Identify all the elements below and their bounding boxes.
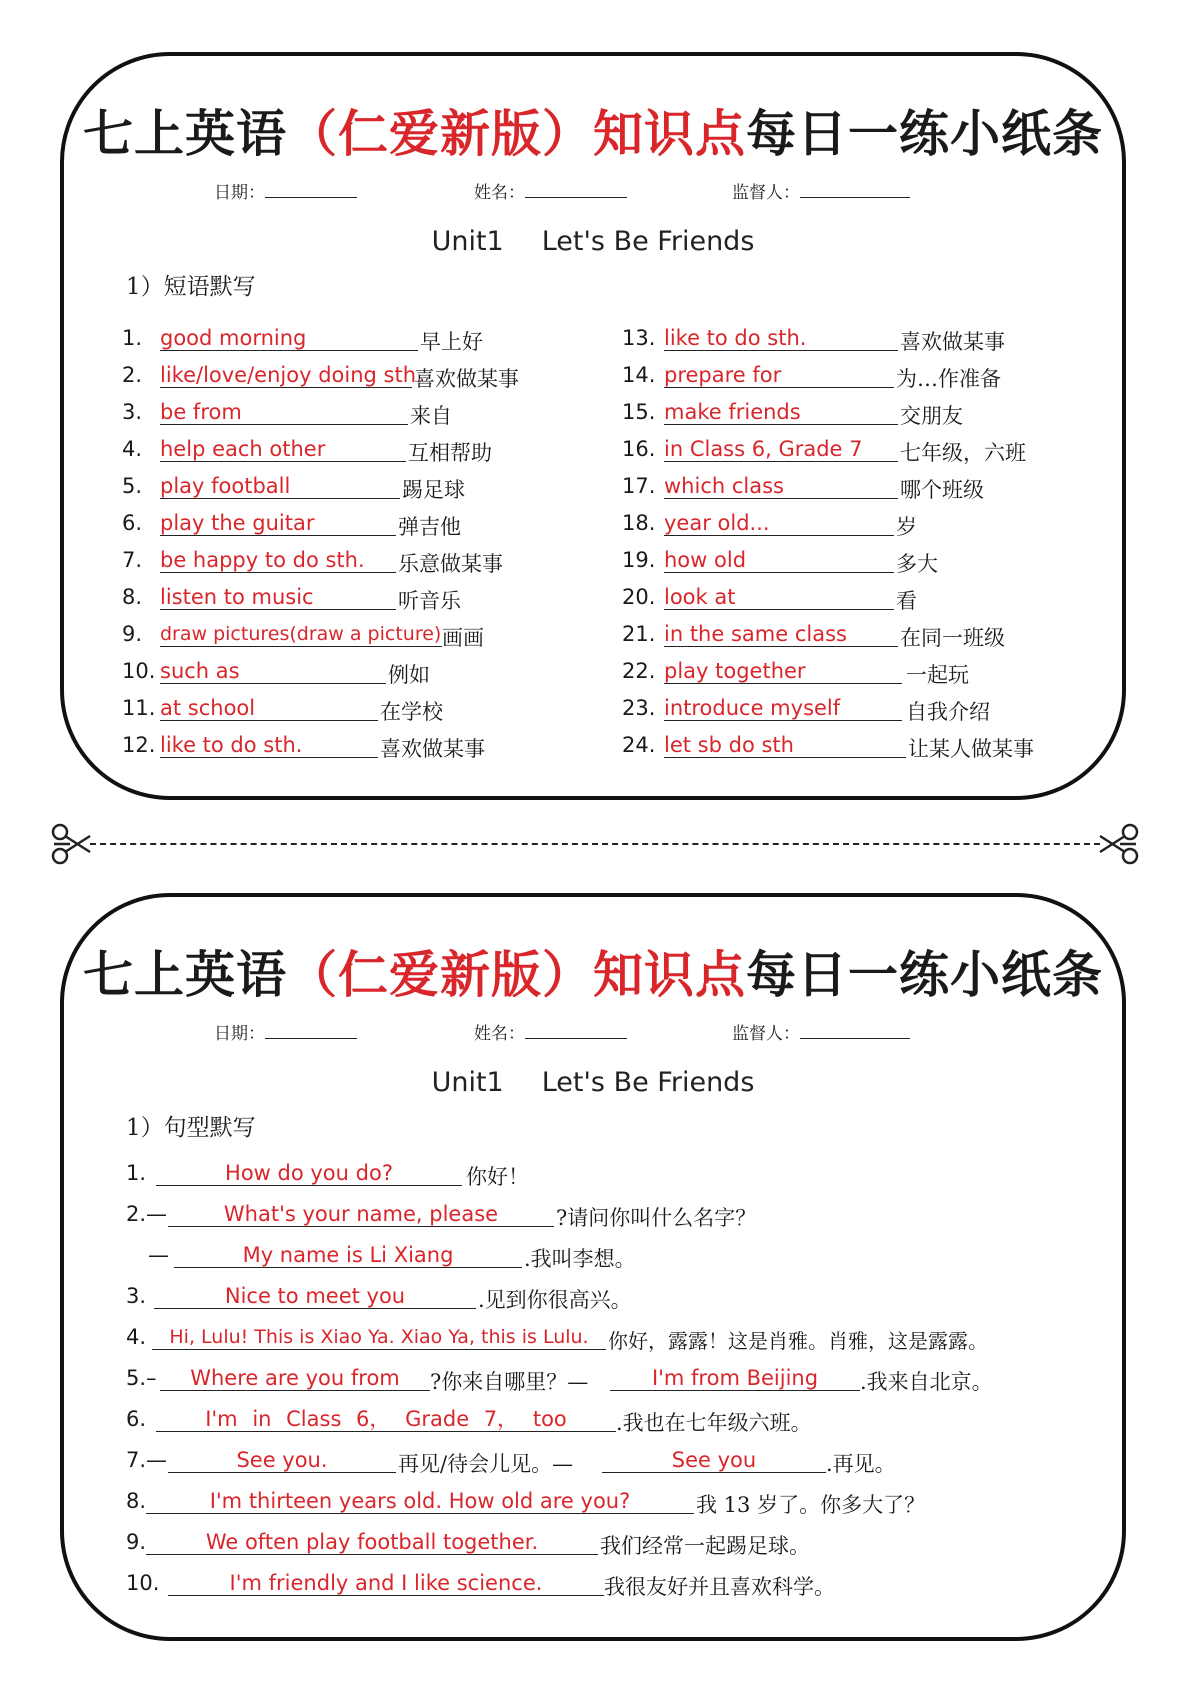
item-number: 7.— xyxy=(126,1448,168,1472)
chinese-meaning: .再见。 xyxy=(826,1452,896,1476)
answer-blank[interactable]: prepare for xyxy=(664,363,894,388)
name-blank[interactable] xyxy=(525,183,627,198)
section-heading: 1）句型默写 xyxy=(126,1115,256,1141)
item-number: 6. xyxy=(126,1407,147,1431)
item-number: 10. xyxy=(126,1571,160,1595)
answer-blank[interactable]: I'm friendly and I like science. xyxy=(168,1571,604,1596)
scissors-icon xyxy=(1096,822,1140,866)
item-number: 2.— xyxy=(126,1202,168,1226)
answer-blank[interactable]: at school xyxy=(160,696,378,721)
list-item xyxy=(126,1278,1126,1319)
sentence-list xyxy=(126,1155,1126,1606)
title-part-a: 七上英语 xyxy=(83,945,287,1004)
chinese-meaning: 听音乐 xyxy=(398,589,461,613)
answer-blank[interactable]: I'm in Class 6， Grade 7， too xyxy=(156,1407,616,1432)
answer-blank[interactable]: which class xyxy=(664,474,898,499)
item-number: 19. xyxy=(622,548,656,572)
chinese-meaning: 让某人做某事 xyxy=(908,737,1034,761)
item-number: 8. xyxy=(122,585,143,609)
chinese-meaning: 乐意做某事 xyxy=(398,552,503,576)
answer-blank[interactable]: My name is Li Xiang xyxy=(174,1243,522,1268)
item-number: 12. xyxy=(122,733,156,757)
chinese-meaning: .见到你很高兴。 xyxy=(478,1288,632,1312)
item-number: 22. xyxy=(622,659,656,683)
chinese-meaning: 多大 xyxy=(896,552,938,576)
name-blank[interactable] xyxy=(525,1024,627,1039)
item-number: 15. xyxy=(622,400,656,424)
date-blank[interactable] xyxy=(265,1024,357,1039)
answer-blank[interactable]: play the guitar xyxy=(160,511,396,536)
item-number: 5. xyxy=(122,474,143,498)
chinese-meaning: 哪个班级 xyxy=(900,478,984,502)
item-number: 4. xyxy=(122,437,143,461)
list-item xyxy=(126,1319,1126,1360)
answer-blank[interactable]: What's your name, please xyxy=(168,1202,554,1227)
dashed-line xyxy=(90,843,1100,845)
answer-blank[interactable]: be from xyxy=(160,400,408,425)
answer-blank[interactable]: Where are you from xyxy=(160,1366,430,1391)
supervisor-label: 监督人： xyxy=(732,1024,800,1044)
list-item xyxy=(126,1196,1126,1237)
list-item xyxy=(126,1237,1126,1278)
supervisor-label: 监督人： xyxy=(732,183,800,203)
answer-blank[interactable]: in Class 6, Grade 7 xyxy=(664,437,898,462)
date-blank[interactable] xyxy=(265,183,357,198)
date-label: 日期： xyxy=(214,183,265,203)
chinese-meaning: 再见/待会儿见。— xyxy=(398,1452,574,1476)
answer-blank[interactable]: I'm from Beijing xyxy=(610,1366,860,1391)
answer-blank[interactable]: I'm thirteen years old. How old are you? xyxy=(146,1489,694,1514)
chinese-meaning: ?请问你叫什么名字？ xyxy=(556,1206,757,1230)
chinese-meaning: 自我介绍 xyxy=(906,700,990,724)
unit-number: Unit1 xyxy=(431,1067,504,1098)
item-number: 7. xyxy=(122,548,143,572)
unit-number: Unit1 xyxy=(431,226,504,257)
chinese-meaning: 七年级，六班 xyxy=(900,441,1026,465)
item-number: 16. xyxy=(622,437,656,461)
item-number: 8. xyxy=(126,1489,147,1513)
title-part-c: 每日一练小纸条 xyxy=(746,104,1103,163)
worksheet-card-phrases xyxy=(60,52,1126,800)
answer-blank[interactable]: Nice to meet you xyxy=(154,1284,476,1309)
date-field[interactable] xyxy=(214,178,357,203)
answer-blank[interactable]: play together xyxy=(664,659,902,684)
list-item xyxy=(126,1524,1126,1565)
item-number: 20. xyxy=(622,585,656,609)
item-number: 3. xyxy=(126,1284,147,1308)
chinese-meaning: 我很友好并且喜欢科学。 xyxy=(604,1575,835,1599)
unit-heading xyxy=(64,226,1122,257)
title-part-c: 每日一练小纸条 xyxy=(746,945,1103,1004)
page-title xyxy=(64,935,1122,1007)
answer-blank[interactable]: help each other xyxy=(160,437,406,462)
item-number: 24. xyxy=(622,733,656,757)
answer-blank[interactable]: listen to music xyxy=(160,585,396,610)
answer-blank[interactable]: See you. xyxy=(168,1448,396,1473)
chinese-meaning: .我来自北京。 xyxy=(860,1370,993,1394)
answer-blank[interactable]: like to do sth. xyxy=(664,326,898,351)
supervisor-blank[interactable] xyxy=(800,1024,910,1039)
supervisor-field[interactable] xyxy=(732,1019,910,1044)
item-number: 17. xyxy=(622,474,656,498)
page-title xyxy=(64,94,1122,166)
unit-heading xyxy=(64,1067,1122,1098)
answer-blank[interactable]: year old... xyxy=(664,511,894,536)
item-number: 6. xyxy=(122,511,143,535)
item-number: 4. xyxy=(126,1325,147,1349)
answer-blank[interactable]: introduce myself xyxy=(664,696,902,721)
answer-blank[interactable]: See you xyxy=(602,1448,826,1473)
worksheet-card-sentences xyxy=(60,893,1126,1641)
answer-blank[interactable]: look at xyxy=(664,585,894,610)
item-number: — xyxy=(148,1243,169,1267)
chinese-meaning: 喜欢做某事 xyxy=(414,367,519,391)
name-label: 姓名： xyxy=(474,1024,525,1044)
date-field[interactable] xyxy=(214,1019,357,1044)
title-part-b: （仁爱新版）知识点 xyxy=(287,945,746,1004)
list-item xyxy=(126,1401,1126,1442)
chinese-meaning: 看 xyxy=(896,589,917,613)
chinese-meaning: ?你来自哪里？— xyxy=(430,1370,589,1394)
item-number: 2. xyxy=(122,363,143,387)
item-number: 3. xyxy=(122,400,143,424)
chinese-meaning: 你好，露露！这是肖雅。肖雅，这是露露。 xyxy=(608,1329,988,1353)
answer-blank[interactable]: Hi, Lulu! This is Xiao Ya. Xiao Ya, this is Lulu. xyxy=(152,1325,606,1350)
item-number: 14. xyxy=(622,363,656,387)
list-item xyxy=(126,1155,1126,1196)
item-number: 1. xyxy=(122,326,143,350)
list-item xyxy=(126,1360,1126,1401)
unit-title: Let's Be Friends xyxy=(541,226,755,257)
answer-blank[interactable]: good morning xyxy=(160,326,418,351)
chinese-meaning: 早上好 xyxy=(420,330,483,354)
item-number: 10. xyxy=(122,659,156,683)
chinese-meaning: .我也在七年级六班。 xyxy=(616,1411,812,1435)
item-number: 11. xyxy=(122,696,156,720)
answer-blank[interactable]: play football xyxy=(160,474,400,499)
date-label: 日期： xyxy=(214,1024,265,1044)
chinese-meaning: 画画 xyxy=(442,626,484,650)
item-number: 1. xyxy=(126,1161,147,1185)
chinese-meaning: 喜欢做某事 xyxy=(380,737,485,761)
answer-blank[interactable]: such as xyxy=(160,659,386,684)
item-number: 18. xyxy=(622,511,656,535)
scissors-icon xyxy=(50,822,94,866)
chinese-meaning: 踢足球 xyxy=(402,478,465,502)
item-number: 9. xyxy=(122,622,143,646)
chinese-meaning: 岁 xyxy=(896,515,917,539)
unit-title: Let's Be Friends xyxy=(541,1067,755,1098)
chinese-meaning: 弹吉他 xyxy=(398,515,461,539)
item-number: 9. xyxy=(126,1530,147,1554)
chinese-meaning: 在同一班级 xyxy=(900,626,1005,650)
chinese-meaning: 为…作准备 xyxy=(896,367,1001,391)
answer-blank[interactable]: how old xyxy=(664,548,894,573)
supervisor-blank[interactable] xyxy=(800,183,910,198)
item-number: 13. xyxy=(622,326,656,350)
name-field[interactable] xyxy=(474,1019,627,1044)
title-part-b: （仁爱新版）知识点 xyxy=(287,104,746,163)
list-item xyxy=(126,1565,1126,1606)
title-part-a: 七上英语 xyxy=(83,104,287,163)
chinese-meaning: 交朋友 xyxy=(900,404,963,428)
section-heading: 1）短语默写 xyxy=(126,274,256,300)
name-label: 姓名： xyxy=(474,183,525,203)
answer-blank[interactable]: draw pictures(draw a picture) xyxy=(160,623,442,645)
item-number: 5.– xyxy=(126,1366,157,1390)
chinese-meaning: 我们经常一起踢足球。 xyxy=(600,1534,810,1558)
chinese-meaning: 我 13 岁了。你多大了？ xyxy=(696,1493,926,1517)
answer-blank[interactable]: let sb do sth xyxy=(664,733,906,758)
answer-blank[interactable]: make friends xyxy=(664,400,898,425)
chinese-meaning: 例如 xyxy=(388,663,430,687)
answer-blank[interactable]: like/love/enjoy doing sth. xyxy=(160,363,423,387)
chinese-meaning: 来自 xyxy=(410,404,452,428)
chinese-meaning: 一起玩 xyxy=(906,663,969,687)
answer-blank[interactable]: like to do sth. xyxy=(160,733,378,758)
item-number: 23. xyxy=(622,696,656,720)
chinese-meaning: 你好！ xyxy=(466,1165,529,1189)
item-number: 21. xyxy=(622,622,656,646)
list-item xyxy=(126,1442,1126,1483)
answer-blank[interactable]: We often play football together. xyxy=(146,1530,598,1555)
answer-blank[interactable]: in the same class xyxy=(664,622,898,647)
chinese-meaning: 在学校 xyxy=(380,700,443,724)
chinese-meaning: .我叫李想。 xyxy=(524,1247,636,1271)
answer-blank[interactable]: be happy to do sth. xyxy=(160,548,396,573)
chinese-meaning: 互相帮助 xyxy=(408,441,492,465)
answer-blank[interactable]: How do you do? xyxy=(156,1161,462,1186)
chinese-meaning: 喜欢做某事 xyxy=(900,330,1005,354)
supervisor-field[interactable] xyxy=(732,178,910,203)
list-item xyxy=(126,1483,1126,1524)
name-field[interactable] xyxy=(474,178,627,203)
cut-line xyxy=(50,822,1140,866)
